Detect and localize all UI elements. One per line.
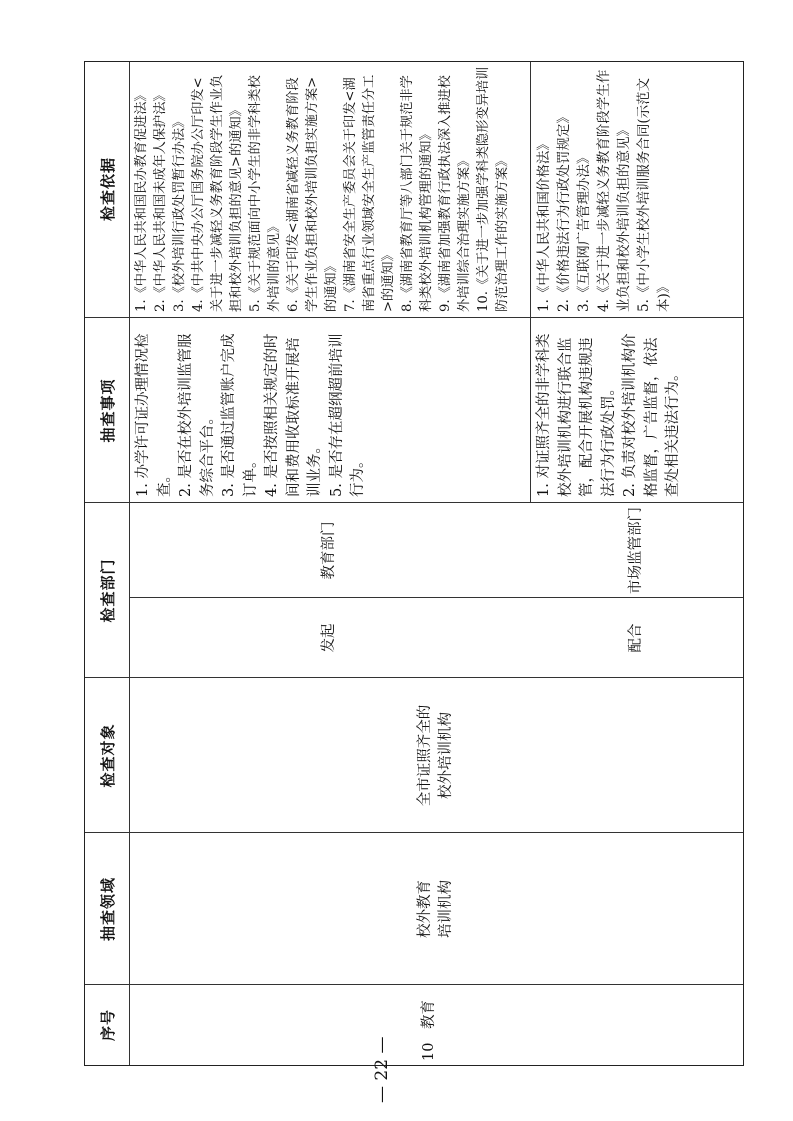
row-domain: 校外教育培训机构 [416,880,454,938]
lead-items [129,318,530,503]
row-seq-number: 10 [421,1042,437,1061]
inspection-table [84,61,744,1066]
lead-item: 2. 是否在校外培训监管服务综合平台。 [178,333,216,497]
basis-item: 9.《湖南省加强教育行政执法深入推进校外培训综合治理实施方案》 [438,75,472,312]
header-basis: 检查依据 [98,157,117,222]
basis-item: 1.《中华人民共和国价格法》 [536,137,552,312]
basis-item: 5.《关于规范面向中小学生的非学科类校外培训的意见》 [248,75,282,312]
lead-item: 1. 办学许可证办理情况检查。 [135,333,173,497]
basis-item: 8.《湖南省教育厅等八部门关于规范非学科类校外培训机构管理的通知》 [400,75,434,312]
lead-item: 5. 是否存在超纲超前培训行为。 [328,333,366,497]
header-dept: 检查部门 [98,558,117,623]
basis-item: 1.《中华人民共和国民办教育促进法》 [134,88,149,312]
lead-item: 4. 是否按照相关规定的时间和费用收取标准开展培训业务。 [264,333,323,497]
lead-role: 发起 [320,623,337,653]
assist-items [530,318,743,503]
header-seq: 序号 [98,1009,117,1042]
basis-item: 6.《关于印发<湖南省减轻义务教育阶段学生作业负担和校外培训负担实施方案>的通知》 [286,76,339,312]
row-seq-cell [129,985,743,1065]
assist-item: 1. 对证照齐全的非学科类校外培训机构进行联合监管，配合开展机构违规违法行为行政处罚。 [536,333,617,497]
lead-item: 3. 是否通过监管账户完成订单。 [221,333,259,497]
basis-item: 2.《价格违法行为行政处罚规定》 [556,110,572,312]
assist-basis [530,60,743,318]
basis-item: 3.《校外培训行政处罚暂行办法》 [172,114,187,312]
row-target: 全市证照齐全的校外培训机构 [416,704,454,807]
header-target: 检查对象 [98,723,117,788]
assist-item: 2. 负责对校外培训机构价格监督，广告监督，依法查处相关违法行为。 [622,333,681,497]
header-items: 抽查事项 [98,378,117,443]
basis-item: 7.《湖南省安全生产委员会关于印发<湖南省重点行业领域安全生产监管责任分工>的通知》 [343,74,396,312]
header-domain: 抽查领域 [98,877,117,942]
basis-item: 5.《中小学生校外培训服务合同(示范文本)》 [636,77,672,312]
basis-item: 2.《中华人民共和国未成年人保护法》 [153,88,168,312]
lead-dept: 教育部门 [320,521,337,580]
row-field: 教育 [421,1000,437,1029]
lead-basis [129,60,530,318]
basis-item: 4.《中共中央办公厅国务院办公厅印发<关于进一步减轻义务教育阶段学生作业负担和校外培训负担的意见>的通知》 [191,74,244,312]
assist-role: 配合 [627,623,644,653]
basis-item: 4.《关于进一步减轻义务教育阶段学生作业负担和校外培训负担的意见》 [596,69,632,312]
basis-item: 3.《互联网广告管理办法》 [576,150,592,312]
assist-dept: 市场监管部门 [627,507,644,594]
page-number: — 22 — [372,1036,392,1103]
basis-item: 10.《关于进一步加强学科类隐形变异培训防范治理工作的实施方案》 [476,66,510,312]
